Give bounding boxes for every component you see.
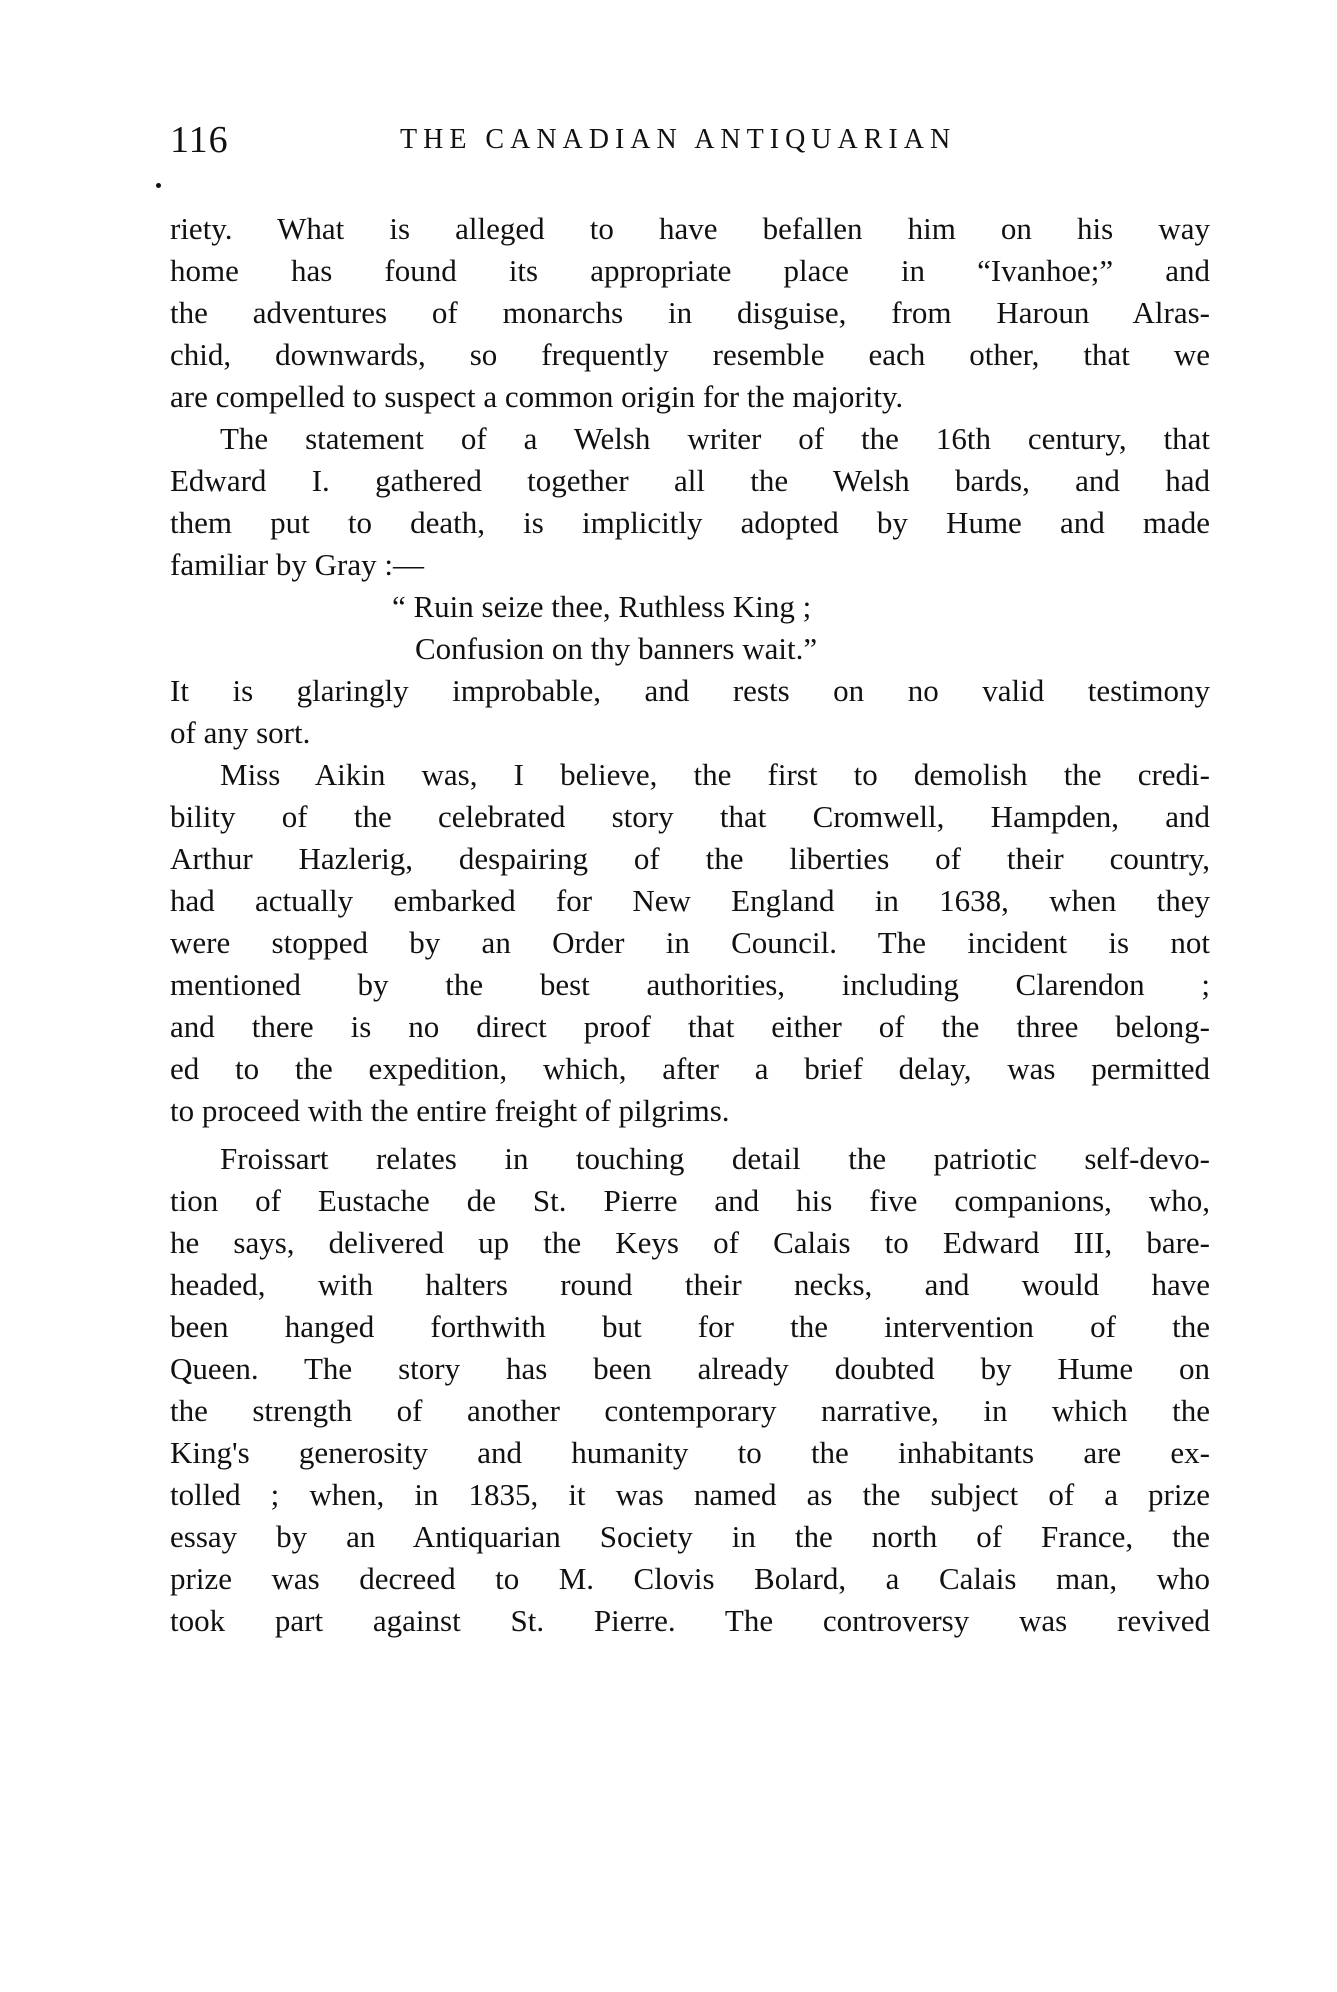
text-line: Froissart relates in touching detail the patriotic self-devo- [220, 1141, 1210, 1176]
text-line: were stopped by an Order in Council. The incident is not [170, 925, 1210, 960]
text-line: had actually embarked for New England in 1638, when they [170, 883, 1210, 918]
verse-line: Confusion on thy banners wait.” [415, 631, 818, 666]
text-line: took part against St. Pierre. The controversy was revived [170, 1603, 1210, 1638]
text-line: essay by an Antiquarian Society in the north of France, the [170, 1519, 1210, 1554]
text-line: the strength of another contemporary narrative, in which the [170, 1393, 1210, 1428]
text-line: ed to the expedition, which, after a brief delay, was permitted [170, 1051, 1210, 1086]
page-number: 116 [170, 119, 229, 161]
text-line: headed, with halters round their necks, and would have [170, 1267, 1210, 1302]
text-line: Queen. The story has been already doubted by Hume on [170, 1351, 1210, 1386]
stray-mark [156, 183, 161, 188]
verse-line: “ Ruin seize thee, Ruthless King ; [392, 589, 812, 624]
body-text [170, 208, 1210, 1642]
text-line: of any sort. [170, 715, 311, 750]
text-line: Miss Aikin was, I believe, the first to demolish the credi- [220, 757, 1210, 792]
text-line: are compelled to suspect a common origin for the majority. [170, 379, 904, 414]
text-line: to proceed with the entire freight of pilgrims. [170, 1093, 730, 1128]
text-line: home has found its appropriate place in “Ivanhoe;” and [170, 253, 1210, 288]
text-line: familiar by Gray :— [170, 547, 424, 582]
text-line: them put to death, is implicitly adopted by Hume and made [170, 505, 1210, 540]
text-line: and there is no direct proof that either of the three belong- [170, 1009, 1210, 1044]
text-line: the adventures of monarchs in disguise, from Haroun Alras- [170, 295, 1210, 330]
text-line: mentioned by the best authorities, including Clarendon ; [170, 967, 1210, 1002]
text-line: riety. What is alleged to have befallen him on his way [170, 211, 1210, 246]
text-line: been hanged forthwith but for the intervention of the [170, 1309, 1210, 1344]
text-line: King's generosity and humanity to the inhabitants are ex- [170, 1435, 1210, 1470]
text-line: prize was decreed to M. Clovis Bolard, a Calais man, who [170, 1561, 1210, 1596]
text-line: It is glaringly improbable, and rests on no valid testimony [170, 673, 1210, 708]
text-line: Edward I. gathered together all the Welsh bards, and had [170, 463, 1210, 498]
text-line: tolled ; when, in 1835, it was named as the subject of a prize [170, 1477, 1210, 1512]
text-line: Arthur Hazlerig, despairing of the liberties of their country, [170, 841, 1210, 876]
page-header [170, 118, 1210, 168]
text-line: tion of Eustache de St. Pierre and his five companions, who, [170, 1183, 1210, 1218]
text-line: chid, downwards, so frequently resemble each other, that we [170, 337, 1210, 372]
text-line: The statement of a Welsh writer of the 16th century, that [220, 421, 1210, 456]
text-line: he says, delivered up the Keys of Calais to Edward III, bare- [170, 1225, 1210, 1260]
running-head: THE CANADIAN ANTIQUARIAN [400, 124, 957, 155]
text-line: bility of the celebrated story that Cromwell, Hampden, and [170, 799, 1210, 834]
